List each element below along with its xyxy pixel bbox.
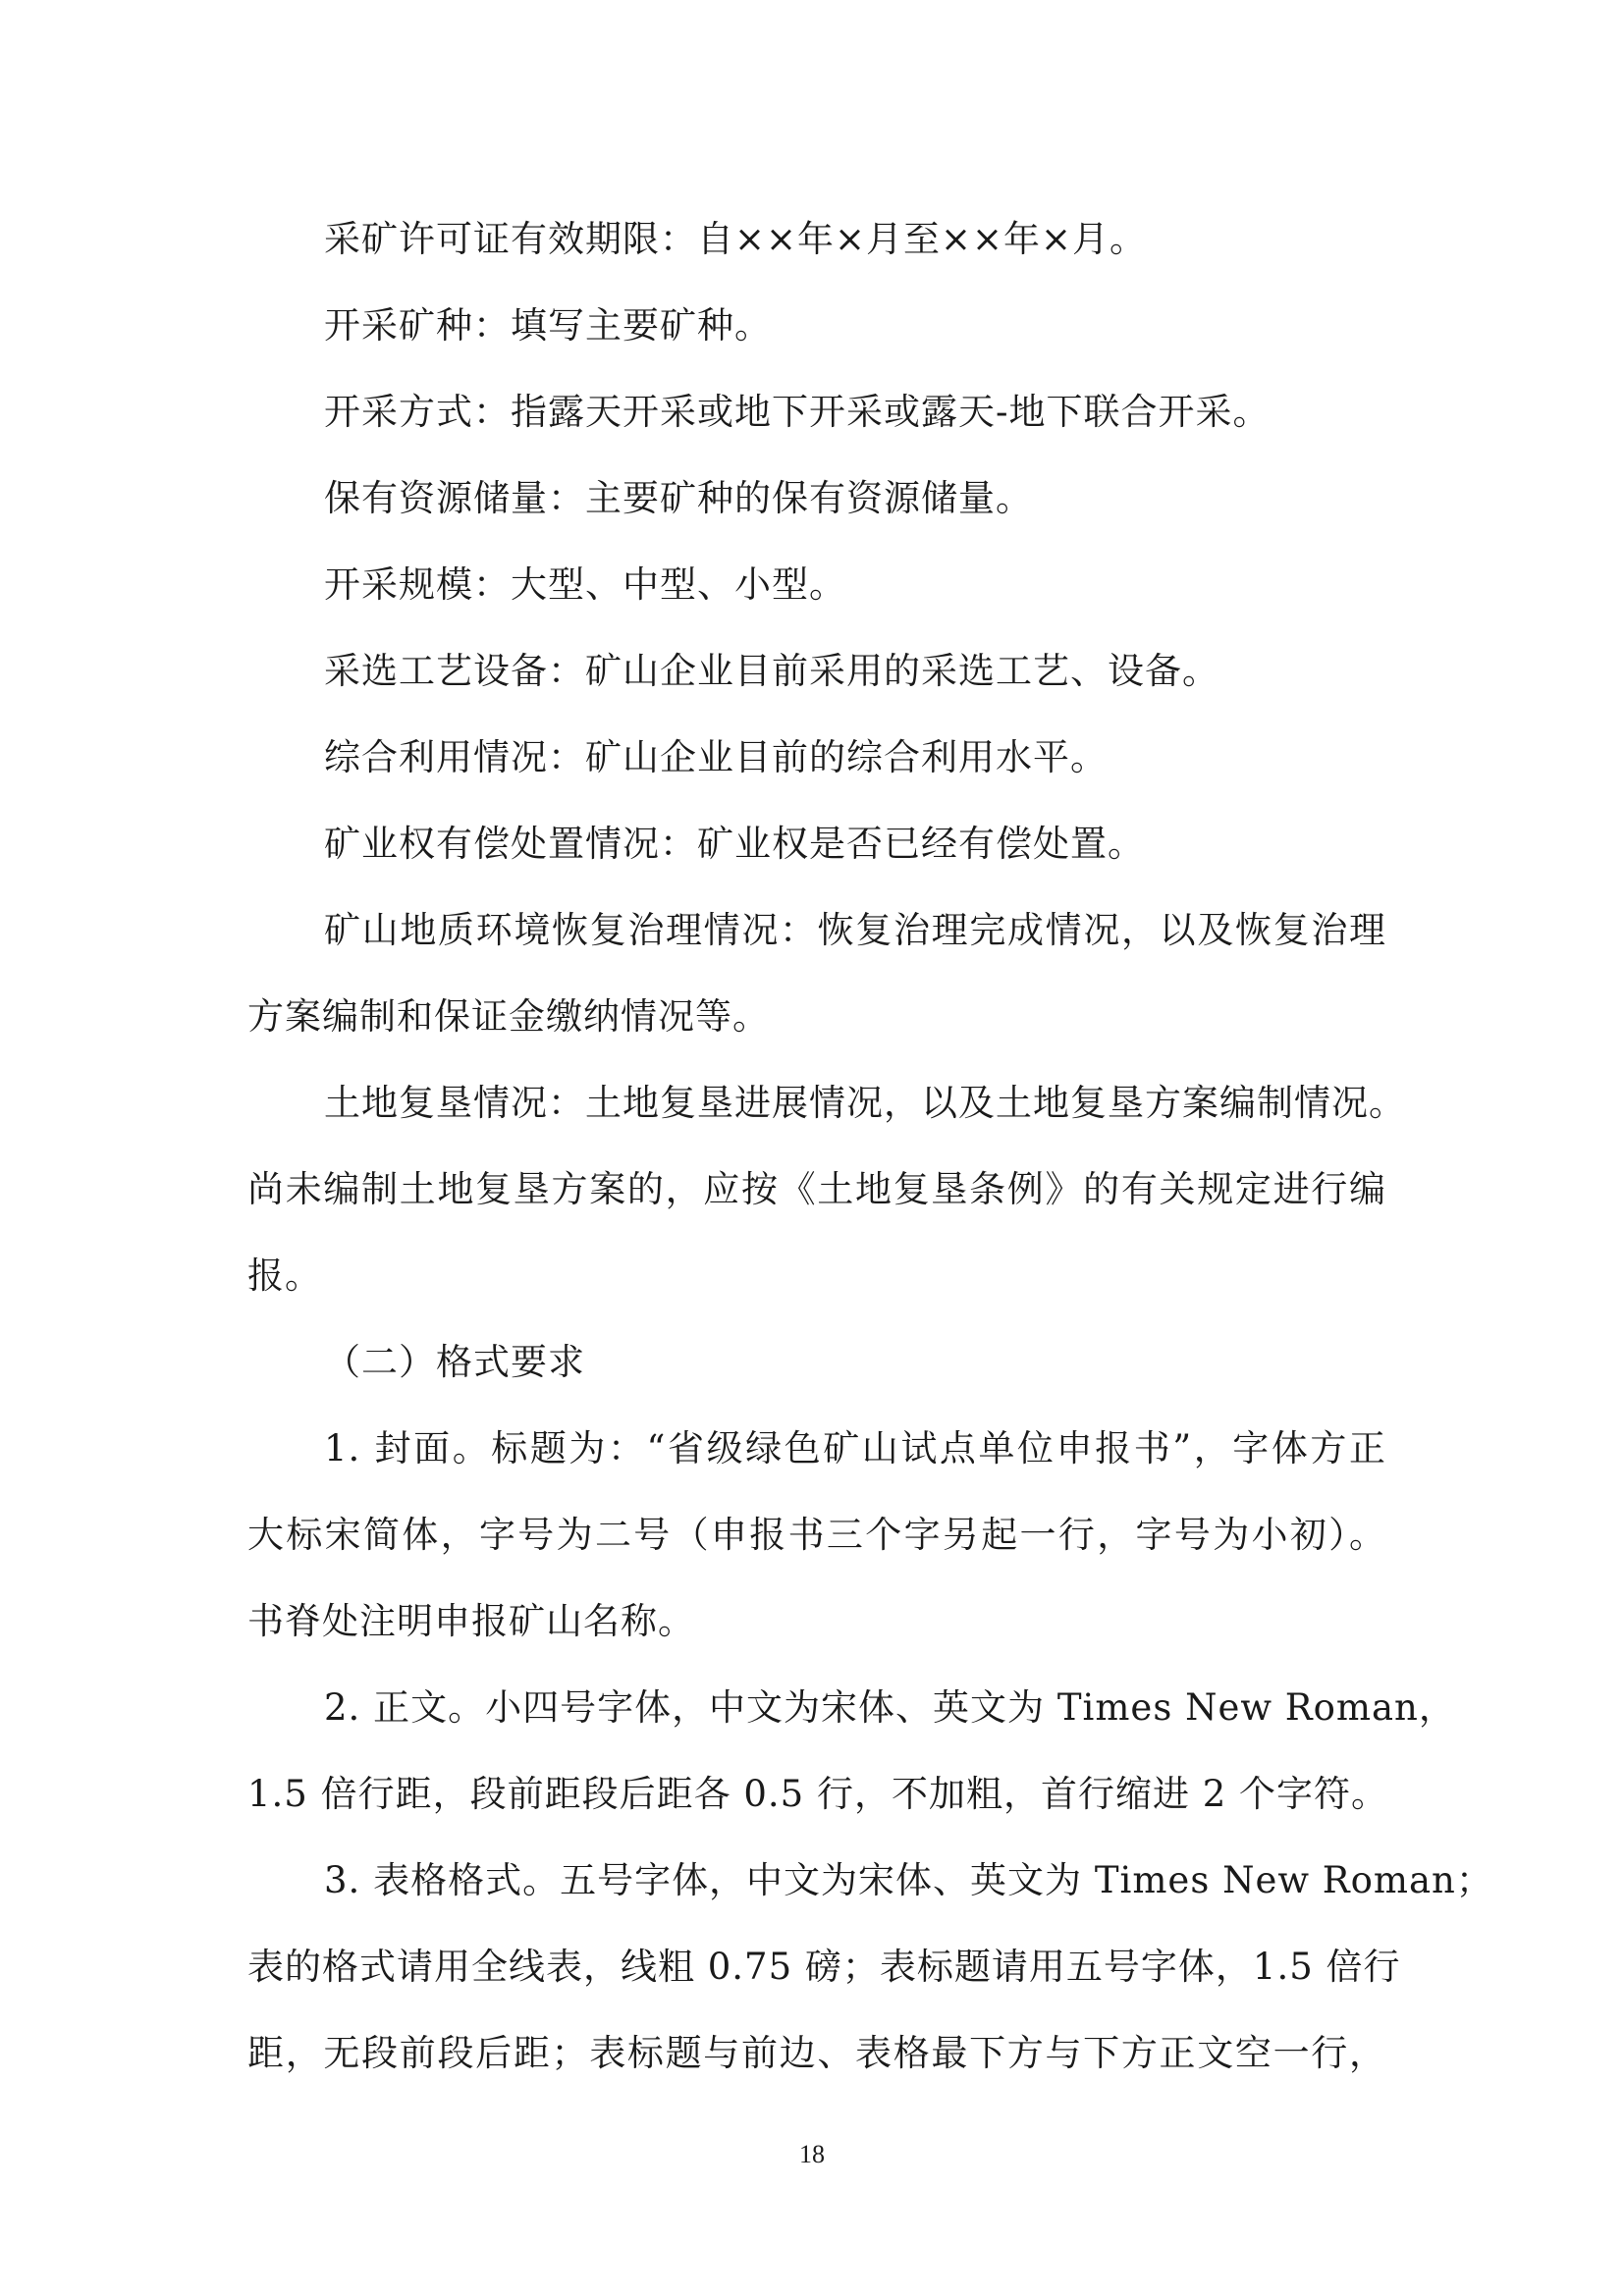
text-line: 采矿许可证有效期限：自××年×月至××年×月。 [324,218,1148,260]
text-line: 土地复垦情况：土地复垦进展情况，以及土地复垦方案编制情况。 [324,1082,1406,1124]
text-line: 保有资源储量：主要矿种的保有资源储量。 [324,477,1033,519]
text-line: 开采方式：指露天开采或地下开采或露天-地下联合开采。 [324,391,1271,433]
text-line: 开采矿种：填写主要矿种。 [324,304,772,347]
text-line: 2. 正文。小四号字体，中文为宋体、英文为 Times New Roman， [324,1686,1456,1729]
page-number: 18 [799,2140,825,2168]
text-line: 3. 表格格式。五号字体，中文为宋体、英文为 Times New Roman； [324,1859,1493,1901]
text-line: 方案编制和保证金缴纳情况等。 [247,995,770,1038]
text-line: 矿山地质环境恢复治理情况：恢复治理完成情况，以及恢复治理 [324,909,1386,951]
section-heading: （二）格式要求 [324,1341,585,1383]
text-line: 报。 [247,1255,322,1297]
text-line: 1. 封面。标题为：“省级绿色矿山试点单位申报书”，字体方正 [324,1427,1386,1469]
text-line: 大标宋简体，字号为二号（申报书三个字另起一行，字号为小初）。 [247,1514,1386,1556]
text-line: 距，无段前段后距；表标题与前边、表格最下方与下方正文空一行， [247,2032,1386,2074]
text-line: 开采规模：大型、中型、小型。 [324,563,846,606]
text-line: 矿业权有偿处置情况：矿业权是否已经有偿处置。 [324,823,1145,865]
text-line: 采选工艺设备：矿山企业目前采用的采选工艺、设备。 [324,650,1219,692]
text-line: 表的格式请用全线表，线粗 0.75 磅；表标题请用五号字体，1.5 倍行 [247,1946,1401,1988]
text-line: 综合利用情况：矿山企业目前的综合利用水平。 [324,736,1108,778]
text-line: 书脊处注明申报矿山名称。 [247,1600,695,1642]
text-line: 尚未编制土地复垦方案的，应按《土地复垦条例》的有关规定进行编 [247,1168,1386,1210]
text-line: 1.5 倍行距，段前距段后距各 0.5 行，不加粗，首行缩进 2 个字符。 [247,1773,1389,1815]
